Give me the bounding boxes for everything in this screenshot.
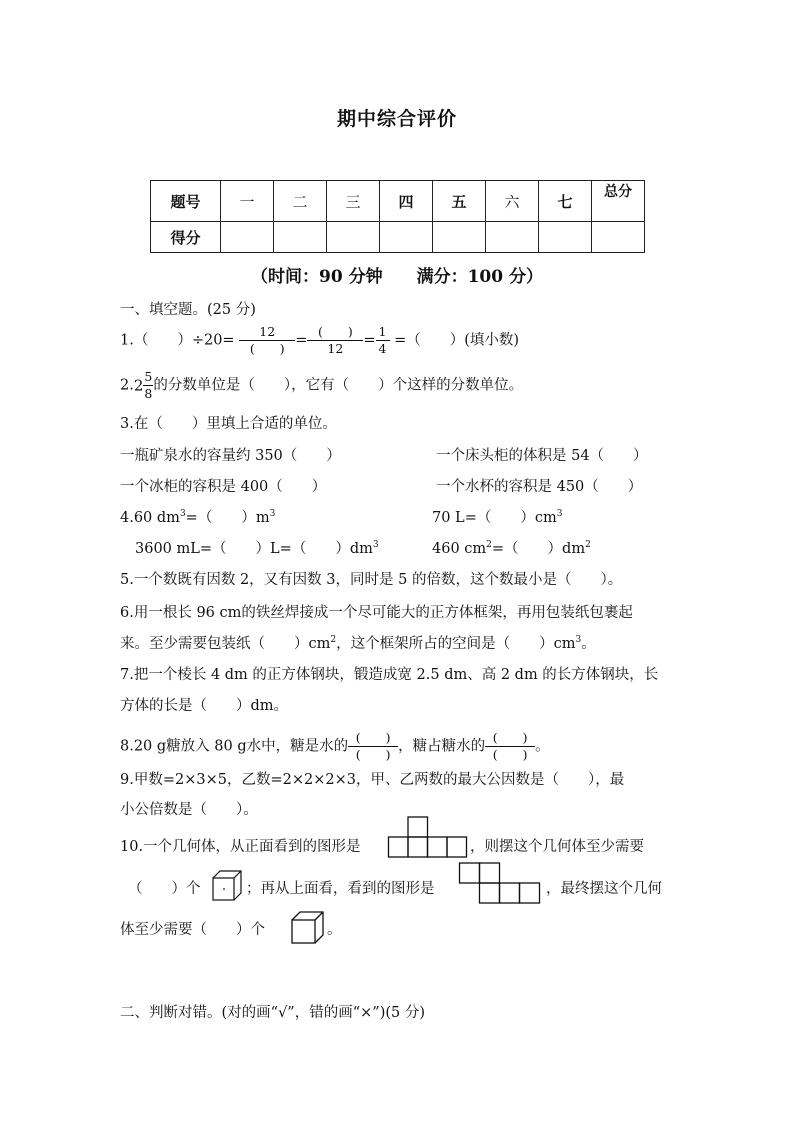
q10-line-2c: ，最终摆这个几何	[546, 881, 662, 897]
q4-b-text: 70 L=（ ）cm	[432, 510, 557, 526]
question-1	[120, 325, 519, 356]
q2-numerator: 5	[144, 369, 153, 384]
q3-item-b: 一个床头柜的体积是 54（ ）	[436, 448, 648, 464]
q9-line-1: 9.甲数=2×3×5，乙数=2×2×2×3，甲、乙两数的最大公因数是（ ），最	[120, 772, 625, 788]
score-table-header-row	[151, 181, 645, 222]
q8-fraction-2	[485, 731, 535, 762]
q8-f1-denominator[interactable]: ( )	[355, 747, 391, 762]
score-cell[interactable]	[592, 222, 645, 253]
q6-sup-3: 3	[575, 635, 582, 646]
header-cell-4: 四	[380, 181, 433, 222]
q7-line-1: 7.把一个棱长 4 dm 的正方体钢块，锻造成宽 2.5 dm、高 2 dm 的长方体钢块，长	[120, 667, 659, 683]
question-2	[120, 370, 523, 401]
q1-f3-numerator: 1	[378, 324, 387, 339]
header-cell-total: 总分	[592, 181, 645, 222]
q10-line-2a: （ ）个	[128, 881, 201, 897]
score-table-score-row	[151, 222, 645, 253]
q4-item-c	[135, 539, 379, 559]
q1-text-a: 1.（ ）÷20=	[120, 332, 235, 349]
score-cell[interactable]	[327, 222, 380, 253]
q1-equals-1: =	[295, 332, 308, 349]
full-marks: 满分：100 分）	[416, 267, 543, 287]
q6-line-2	[120, 634, 596, 654]
time-limit: （时间：90 分钟	[251, 267, 383, 287]
q4-item-b	[432, 508, 562, 528]
q1-fraction-3	[376, 325, 390, 356]
q2-mixed-number	[134, 370, 154, 401]
q2-number: 2.	[120, 377, 134, 394]
score-cell[interactable]	[539, 222, 592, 253]
header-cell-6: 六	[486, 181, 539, 222]
q1-f2-numerator[interactable]: ( )	[317, 324, 353, 339]
header-cell-7: 七	[539, 181, 592, 222]
top-view-diagram	[459, 862, 541, 906]
q4-d-text: 460 cm	[432, 541, 487, 557]
q6-text-c: 。	[581, 636, 596, 652]
front-view-diagram	[388, 816, 468, 858]
score-cell[interactable]	[433, 222, 486, 253]
q6-line-1: 6.用一根长 96 cm的铁丝焊接成一个尽可能大的正方体框架，再用包装纸包裹起	[120, 605, 633, 621]
score-cell[interactable]	[486, 222, 539, 253]
score-table	[150, 180, 645, 253]
q8-text-c: 。	[535, 738, 550, 755]
q1-fraction-2	[307, 325, 363, 356]
header-cell-5: 五	[433, 181, 486, 222]
q3-item-d: 一个水杯的容积是 450（ ）	[436, 479, 643, 495]
q1-f1-numerator: 12	[259, 324, 276, 339]
q4-item-a	[120, 508, 275, 528]
q3-item-a: 一瓶矿泉水的容量约 350（ ）	[120, 448, 341, 464]
q4-b-sup: 3	[556, 509, 563, 520]
section-1-heading: 一、填空题。(25 分)	[120, 302, 256, 318]
score-row-label: 得分	[151, 222, 221, 253]
question-5: 5.一个数既有因数 2，又有因数 3，同时是 5 的倍数，这个数最小是（ ）。	[120, 572, 623, 588]
q4-c-sup: 3	[372, 540, 379, 551]
q1-f1-denominator[interactable]: ( )	[249, 341, 285, 356]
q4-d-sup-2: 2	[585, 540, 591, 551]
q4-item-d	[432, 539, 591, 559]
q10-line-1b: ，则摆这个几何体至少需要	[470, 839, 644, 855]
score-cell[interactable]	[380, 222, 433, 253]
q7-line-2: 方体的长是（ ）dm。	[120, 698, 289, 714]
section-2-heading: 二、判断对错。(对的画“√”，错的画“×”)(5 分)	[120, 1005, 426, 1021]
score-cell[interactable]	[274, 222, 327, 253]
exam-info	[0, 262, 794, 287]
q8-text-b: ，糖占糖水的	[398, 738, 486, 755]
q9-line-2: 小公倍数是（ ）。	[120, 802, 258, 818]
q4-c-text: 3600 mL=（ ）L=（ ）dm	[135, 541, 373, 557]
q8-fraction-1	[348, 731, 398, 762]
q10-line-3b: 。	[327, 922, 342, 938]
q1-fraction-1	[239, 325, 295, 356]
q4-a-text-2: =（ ）m	[185, 510, 270, 526]
q3-heading: 3.在（ ）里填上合适的单位。	[120, 416, 337, 432]
q2-whole: 2	[133, 376, 144, 395]
q4-d-text-2: =（ ）dm	[491, 541, 586, 557]
q1-f3-denominator: 4	[378, 341, 387, 356]
q10-line-3a: 体至少需要（ ）个	[120, 922, 265, 938]
q2-denominator: 8	[144, 386, 153, 401]
q8-text-a: 8.20 g糖放入 80 g水中，糖是水的	[120, 738, 349, 755]
header-cell-1: 一	[221, 181, 274, 222]
q10-line-2b: ；再从上面看，看到的图形是	[246, 881, 435, 897]
question-8	[120, 731, 550, 762]
header-cell-2: 二	[274, 181, 327, 222]
q6-sup-2: 2	[330, 635, 337, 646]
page-title: 期中综合评价	[336, 108, 457, 130]
q4-a-text: 4.60 dm	[120, 510, 180, 526]
q4-a-sup-2: 3	[269, 509, 276, 520]
q6-text-a: 来。至少需要包装纸（ ）cm	[120, 636, 331, 652]
q3-item-c: 一个冰柜的容积是 400（ ）	[120, 479, 327, 495]
q10-line-1a: 10.一个几何体，从正面看到的图形是	[120, 839, 361, 855]
header-cell-label: 题号	[151, 181, 221, 222]
q8-f2-numerator[interactable]: ( )	[492, 730, 528, 745]
q4-a-sup: 3	[179, 509, 186, 520]
q1-equals-2: =	[363, 332, 376, 349]
q4-d-sup: 2	[486, 540, 492, 551]
header-cell-3: 三	[327, 181, 380, 222]
q8-f1-numerator[interactable]: ( )	[355, 730, 391, 745]
q2-text: 的分数单位是（ ），它有（ ）个这样的分数单位。	[153, 377, 524, 394]
q1-f2-denominator: 12	[327, 341, 344, 356]
cube-icon	[291, 911, 325, 945]
q1-text-b: =（ ）(填小数)	[394, 332, 520, 349]
q8-f2-denominator[interactable]: ( )	[492, 747, 528, 762]
cube-icon	[212, 870, 242, 902]
q6-text-b: ，这个框架所占的空间是（ ）cm	[336, 636, 576, 652]
score-cell[interactable]	[221, 222, 274, 253]
